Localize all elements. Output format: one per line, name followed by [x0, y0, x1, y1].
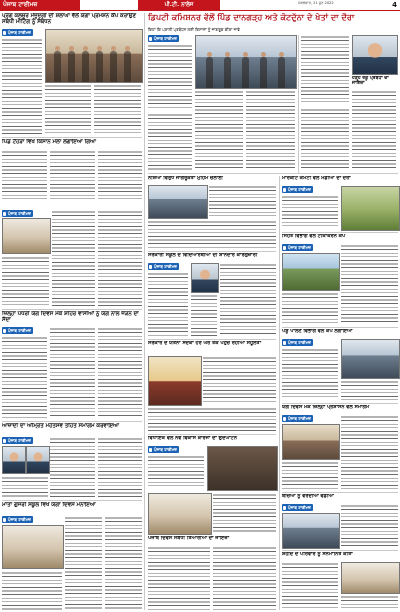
- divider: [2, 500, 142, 501]
- story-18-dateline: ਪੰਜਾਬ ਟਾਈਮਜ਼: [282, 504, 313, 511]
- story-12-headline: ਪਸ਼ੂ ਪਾਲਣ ਵਿਭਾਗ ਵੱਲੋਂ ਕੈਂਪ ਲਗਾਇਆ: [282, 329, 353, 334]
- divider: [148, 434, 276, 435]
- page-header: [0, 0, 400, 10]
- story-3-portrait: [352, 35, 398, 75]
- story-4-body: [2, 150, 47, 202]
- story-5-body-2: [98, 210, 142, 306]
- story-4-body-2: [50, 150, 95, 202]
- story-19-body: [282, 562, 338, 610]
- story-8-dateline: ਪੰਜਾਬ ਟਾਈਮਜ਼: [2, 437, 33, 444]
- masthead: ਪੰਜਾਬ ਟਾਈਮਜ਼: [0, 0, 80, 10]
- divider: [282, 232, 398, 233]
- story-17-body: [213, 493, 276, 533]
- story-11-headline: ਸਿਹਤ ਵਿਭਾਗ ਵੱਲੋਂ ਟੀਕਾਕਰਨ ਕੈਂਪ: [282, 234, 346, 239]
- story-8-headline: ਆਜ਼ਾਦੀ ਦਾ ਅੰਮ੍ਰਿਤ ਮਹੋਤਸਵ ਤਹਿਤ ਸਮਾਗਮ ਕਰਵਾਇਆ: [2, 423, 119, 429]
- story-3-body: [301, 35, 349, 105]
- divider: [282, 550, 398, 551]
- story-13-body-2: [105, 516, 142, 610]
- column-rule: [298, 35, 299, 173]
- story-2-dateline: ਪੰਜਾਬ ਟਾਈਮਜ਼: [148, 35, 179, 42]
- divider: [282, 492, 398, 493]
- story-7-body: [209, 185, 276, 217]
- story-2-photo: [195, 35, 297, 89]
- story-10-photo: [341, 186, 400, 231]
- story-5-body-3: [2, 256, 49, 306]
- story-18-body: [341, 504, 398, 547]
- story-1-dateline: ਪੰਜਾਬ ਟਾਈਮਜ਼: [2, 29, 33, 36]
- story-17-photo: [148, 493, 212, 535]
- story-5-body: [52, 210, 95, 306]
- story-9-headline: ਸਰਕਾਰੀ ਸਕੂਲ ਦੇ ਵਿਦਿਆਰਥੀਆਂ ਦੀ ਸ਼ਾਨਦਾਰ ਕਾਰਗੁਜ਼ਾਰੀ: [148, 253, 258, 258]
- story-14-body-2: [148, 407, 276, 431]
- story-8-body-2: [98, 437, 142, 497]
- story-15-body-2: [282, 461, 338, 489]
- story-16-photo: [207, 446, 278, 491]
- story-2-body-4: [148, 113, 192, 170]
- story-11-dateline: ਪੰਜਾਬ ਟਾਈਮਜ਼: [282, 244, 313, 251]
- story-6-headline: ਜ਼ਿਲ੍ਹਾ ਪੱਧਰੀ ਯੋਗ ਦਿਵਸ ਮੌਕੇ ਸ਼ਹਿਰ ਵਾਸੀਆਂ ਨੂੰ ਯੋਗ ਨਾਲ ਜੋੜਨ ਦਾ ਸੱਦਾ: [2, 311, 139, 324]
- story-17-headline: ਪੰਜਾਬ ਦਿਵਸ ਸਬੰਧੀ ਤਿਆਰੀਆਂ ਦਾ ਜਾਇਜ਼ਾ: [148, 536, 230, 541]
- story-2-headline: ਡਿਪਟੀ ਕਮਿਸ਼ਨਰ ਵੱਲੋਂ ਪਿੰਡ ਦਾਨਗੜ੍ਹ ਅਤੇ ਕੋਟਦੁੱਨਾ ਦੇ ਖੇਤਾਂ ਦਾ ਦੌਰਾ: [148, 13, 355, 22]
- story-2-body-3: [246, 90, 295, 170]
- story-6-body-2: [50, 327, 95, 418]
- story-11-body: [341, 244, 398, 324]
- story-9-dateline: ਪੰਜਾਬ ਟਾਈਮਜ਼: [148, 263, 179, 270]
- story-7-body-2: [148, 220, 276, 248]
- story-2-subhead: ਕਿਹਾ ਕਿ ਪਰਾਲੀ ਪ੍ਰਬੰਧਨ ਲਈ ਕਿਸਾਨਾਂ ਨੂੰ ਜਾਗਰੂਕ ਕੀਤਾ ਜਾਵੇ: [148, 27, 240, 32]
- story-13-body: [65, 516, 102, 610]
- story-13-headline: ਮਾਤਾ ਗੁਜਰੀ ਸਕੂਲ ਵਿਖੇ ਯੋਗਾ ਦਿਵਸ ਮਨਾਇਆ: [2, 502, 96, 508]
- divider: [2, 421, 142, 422]
- story-10-body: [282, 195, 338, 229]
- story-13-body-3: [2, 571, 62, 610]
- story-15-photo: [282, 424, 340, 460]
- story-16-dateline: ਪੰਜਾਬ ਟਾਈਮਜ਼: [148, 446, 179, 453]
- column-rule: [279, 176, 280, 610]
- story-16-body: [148, 455, 204, 489]
- story-18-photo: [282, 513, 340, 549]
- story-12-body-2: [341, 380, 398, 400]
- story-3-body-3: [301, 108, 349, 170]
- story-9-body: [148, 272, 188, 336]
- divider: [2, 309, 142, 310]
- story-1-headline: ਪ੍ਰੋਗ ਕਲਚਰ ਮੌਜੂਦਗੀ ਦੀ ਸ਼ਲਾਘਾ ਵੱਲੋਂ ਯੋਗਾ ਪ੍ਰਮੋਸ਼ਨ ਕੈਂਪ ਕਰਾਉਣ ਸਬੰਧੀ ਮੀਟਿੰਗ ਨੂੰ ਸੰਬੋਧਨ: [2, 13, 137, 26]
- story-8-body: [50, 437, 95, 497]
- story-19-headline: ਸ਼ਹੀਦ ਦੇ ਪਰਿਵਾਰ ਨੂੰ ਸਨਮਾਨਿਤ ਕੀਤਾ: [282, 552, 353, 557]
- story-1-body-2: [45, 84, 91, 134]
- story-14-body: [203, 356, 276, 404]
- story-13-photo: [2, 525, 64, 569]
- story-15-headline: ਯੋਗ ਦਿਵਸ ਮੌਕੇ ਜ਼ਿਲ੍ਹਾ ਪ੍ਰਸ਼ਾਸਨ ਵੱਲੋਂ ਸਮਾਗਮ: [282, 405, 370, 410]
- story-4-body-3: [98, 150, 142, 202]
- story-18-headline: ਬੱਚਿਆਂ ਨੂੰ ਵਰਦੀਆਂ ਵੰਡੀਆਂ: [282, 494, 334, 499]
- divider: [148, 251, 276, 252]
- section-title: ਪੀ.ਟੀ. ਨਾਲੇਜ: [138, 0, 220, 10]
- story-8-portrait-2: [26, 446, 50, 474]
- story-14-photo: [148, 356, 202, 406]
- story-8-body-3: [2, 476, 48, 497]
- story-1-photo: [45, 29, 143, 83]
- story-2-body: [148, 44, 192, 110]
- column-rule: [144, 13, 145, 610]
- story-7-headline: ਨਸ਼ਿਆਂ ਵਿਰੁੱਧ ਜਾਗਰੂਕਤਾ ਮੁਹਿੰਮ ਚਲਾਈ: [148, 176, 223, 181]
- story-8-portrait-1: [2, 446, 26, 474]
- story-13-dateline: ਪੰਜਾਬ ਟਾਈਮਜ਼: [2, 516, 33, 523]
- story-12-dateline: ਪੰਜਾਬ ਟਾਈਮਜ਼: [282, 339, 313, 346]
- story-10-headline: ਮਾਰਕੀਟ ਕਮੇਟੀ ਵੱਲੋਂ ਮੰਡੀਆਂ ਦਾ ਦੌਰਾ: [282, 176, 351, 181]
- dateline: ਮੰਗਲਵਾਰ, 21 ਜੂਨ 2022: [298, 1, 334, 5]
- divider: [2, 137, 142, 138]
- story-5-photo: [2, 218, 51, 254]
- header-rule: [0, 10, 400, 11]
- story-16-headline: ਵਿਧਾਇਕ ਵੱਲੋਂ ਨਵੇਂ ਵਿਕਾਸ ਕਾਰਜਾਂ ਦਾ ਉਦਘਾਟਨ: [148, 436, 237, 441]
- story-6-dateline: ਪੰਜਾਬ ਟਾਈਮਜ਼: [2, 327, 33, 334]
- story-6-body-3: [98, 327, 142, 418]
- story-1-body: [2, 38, 42, 134]
- story-19-body-2: [341, 595, 398, 610]
- story-15-dateline: ਪੰਜਾਬ ਟਾਈਮਜ਼: [282, 415, 313, 422]
- divider: [282, 403, 398, 404]
- story-12-photo: [341, 339, 400, 379]
- story-1-body-3: [94, 84, 141, 134]
- page-number: 4: [392, 1, 397, 9]
- story-12-body: [282, 348, 338, 400]
- story-3-headline: ਹੜ੍ਹ ਰੋਕੂ ਪ੍ਰਬੰਧਾਂ ਦਾ ਜਾਇਜ਼ਾ: [352, 76, 389, 87]
- story-17-body-3: [213, 546, 276, 610]
- story-19-photo: [341, 562, 400, 594]
- divider: [148, 173, 398, 174]
- story-5-dateline: ਪੰਜਾਬ ਟਾਈਮਜ਼: [2, 210, 33, 217]
- story-9-portrait: [191, 263, 219, 293]
- story-10-dateline: ਪੰਜਾਬ ਟਾਈਮਜ਼: [282, 186, 313, 193]
- story-9-body-3: [191, 294, 217, 336]
- divider: [148, 339, 276, 340]
- story-14-headline: ਸਰਕਾਰ ਦੇ ਯਤਨਾਂ ਸਦਕਾ ਹਰ ਘਰ ਤੱਕ ਪਹੁੰਚ ਰਹੀਆਂ ਸਹੂਲਤਾਂ: [148, 341, 262, 346]
- story-17-body-2: [148, 546, 210, 610]
- story-3-body-2: [352, 90, 396, 170]
- story-7-photo: [148, 185, 208, 219]
- story-15-body: [341, 415, 398, 489]
- story-11-photo: [282, 253, 340, 291]
- story-6-body: [2, 336, 47, 418]
- story-4-headline: ਪਿੰਡ ਟੌਹੜਾ ਵਿਖੇ ਕਿਸਾਨ ਮੇਲਾ ਲਗਾਇਆ ਗਿਆ: [2, 139, 96, 145]
- divider: [282, 327, 398, 328]
- story-11-body-2: [282, 292, 338, 324]
- story-2-body-2: [195, 90, 243, 170]
- story-9-body-2: [220, 263, 276, 336]
